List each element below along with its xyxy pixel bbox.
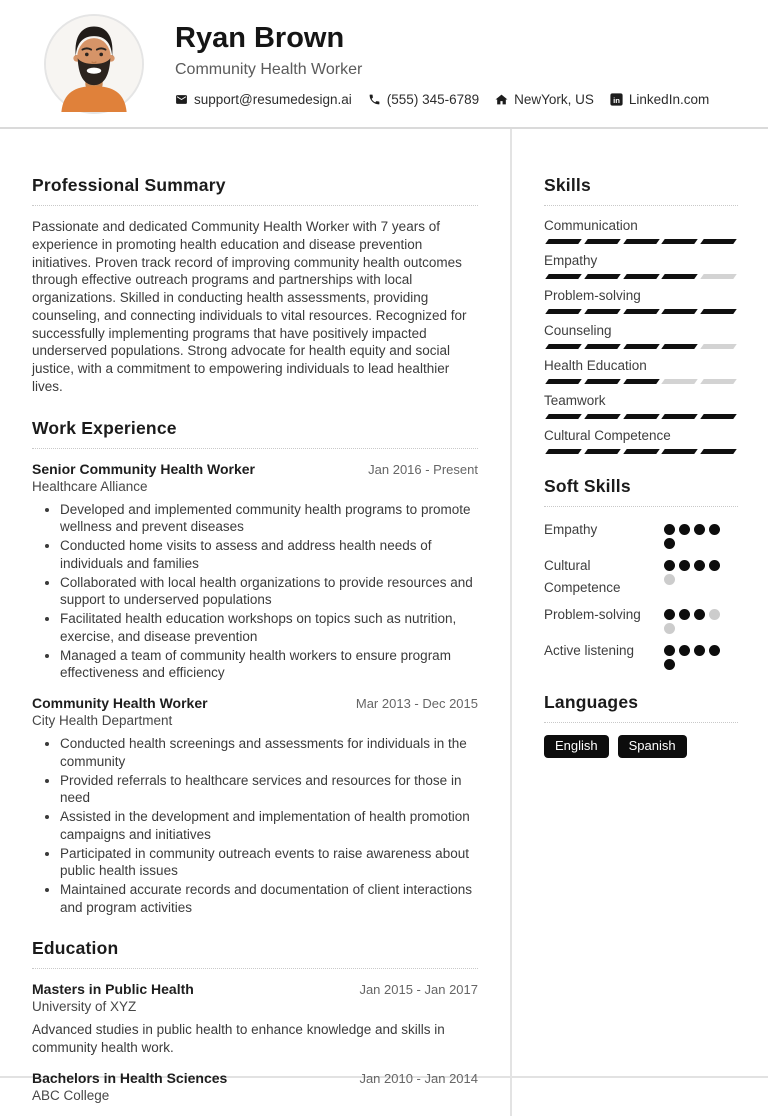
skill-bar-segment [700,309,736,314]
skill-bar-segment [700,344,736,349]
skill-row [544,393,738,419]
bullet-item: • Collaborated with local health organizations to provide resources and support to underserved populations [60,574,478,609]
skill-row [544,358,738,384]
soft-skill-rating [664,640,728,670]
rating-dot [679,560,690,571]
skill-bar-segment [623,309,659,314]
section-heading-soft-skills: Soft Skills [544,476,631,496]
entry-organization: ABC College [32,1087,110,1103]
rating-dot [709,524,720,535]
skill-level-bar [544,379,738,384]
skill-bar-segment [545,274,581,279]
skill-bar-segment [700,379,736,384]
resume-body [0,129,768,1116]
skill-bar-segment [623,239,659,244]
rating-dot [664,524,675,535]
skill-bar-segment [584,274,620,279]
skill-bar-segment [662,274,698,279]
soft-skill-row [544,555,738,598]
skill-bar-segment [662,344,698,349]
sidebar-column [510,129,768,1116]
rating-dot [664,609,675,620]
skill-level-bar [544,309,738,314]
entry-title: Bachelors in Health Sciences [32,1069,228,1086]
rating-dot [694,524,705,535]
skill-bar-segment [545,414,581,419]
bullet-item: • Developed and implemented community health programs to promote wellness and prevent diseases [60,501,478,536]
skill-bar-segment [700,274,736,279]
rating-dot [709,560,720,571]
skill-row [544,253,738,279]
resume-header [0,0,768,129]
skill-bar-segment [545,239,581,244]
entry-dates: Jan 2015 - Jan 2017 [359,982,478,998]
language-chip: English [544,735,609,758]
header-text [175,0,768,107]
skill-level-bar [544,414,738,419]
section-skills [544,175,738,454]
entry-dates: Jan 2016 - Present [368,461,478,477]
bullet-item: • Participated in community outreach events to raise awareness about public health issues [60,845,478,880]
skill-bar-segment [584,344,620,349]
soft-skill-name: Cultural Competence [544,558,621,595]
soft-skill-row [544,640,738,670]
rating-dot [679,645,690,656]
section-divider [544,506,738,507]
rating-dot [679,609,690,620]
section-work-experience [32,418,478,917]
contact-linkedin [610,92,709,107]
soft-skill-rating [664,519,728,549]
entry-organization: Healthcare Alliance [32,478,148,494]
rating-dot [664,659,675,670]
skill-bar-segment [700,414,736,419]
contact-email [175,92,352,107]
contact-location [495,92,594,107]
bullet-item: • Conducted health screenings and assessments for individuals in the community [60,735,478,770]
language-chip: Spanish [618,735,687,758]
skill-bar-segment [584,414,620,419]
contact-row [175,92,768,107]
rating-dot [664,560,675,571]
contact-phone-text: (555) 345-6789 [386,91,480,107]
skill-bar-segment [662,414,698,419]
section-heading-work: Work Experience [32,417,177,438]
rating-dot [679,524,690,535]
contact-email-text: support@resumedesign.ai [194,91,352,107]
skill-bar-segment [584,239,620,244]
skill-name: Empathy [544,253,598,268]
skill-bar-segment [623,274,659,279]
entry-header [32,981,478,997]
person-name: Ryan Brown [175,22,345,54]
home-icon [495,93,508,106]
rating-dot [694,645,705,656]
bullet-item: • Conducted home visits to assess and address health needs of individuals and families [60,537,478,572]
rating-dot [709,609,720,620]
soft-skill-name: Problem-solving [544,607,641,623]
rating-dot [664,538,675,549]
section-education [32,938,478,1102]
section-divider [32,448,478,449]
section-heading-skills: Skills [544,175,591,195]
section-heading-languages: Languages [544,692,639,713]
skill-bar-segment [623,379,659,384]
soft-skill-name: Active listening [544,643,635,659]
envelope-icon [175,93,188,106]
skill-bar-segment [700,239,736,244]
section-languages [544,692,738,758]
skill-bar-segment [623,344,659,349]
skill-level-bar [544,239,738,244]
svg-text:in: in [612,95,620,105]
soft-skill-rating [664,604,728,634]
main-column [0,129,510,1116]
section-professional-summary [32,175,478,396]
entry-bullets [32,735,478,916]
skill-name: Counseling [544,323,612,338]
skill-bar-segment [623,449,659,454]
contact-location-text: NewYork, US [514,91,594,107]
skill-bar-segment [584,379,620,384]
entry-dates: Mar 2013 - Dec 2015 [355,695,478,711]
entry-title: Masters in Public Health [32,981,194,998]
entry-organization: University of XYZ [32,999,137,1015]
linkedin-icon [610,93,623,106]
entry-header [32,461,478,477]
entry-bullets [32,501,478,682]
education-entries [32,981,478,1102]
skill-bar-segment [545,379,581,384]
soft-skill-row [544,519,738,549]
section-heading-education: Education [32,938,119,959]
skill-level-bar [544,344,738,349]
entry-dates: Jan 2010 - Jan 2014 [359,1070,478,1086]
contact-phone [368,92,479,107]
entry-organization: City Health Department [32,712,173,728]
section-divider [544,205,738,206]
skill-bar-segment [584,449,620,454]
profile-photo [44,14,144,114]
skill-level-bar [544,274,738,279]
section-divider [32,968,478,969]
rating-dot [664,645,675,656]
skill-bar-segment [623,414,659,419]
skill-name: Cultural Competence [544,428,671,443]
contact-linkedin-text: LinkedIn.com [628,91,710,107]
entry-title: Community Health Worker [32,694,208,711]
skill-name: Teamwork [544,393,606,408]
section-divider [544,722,738,723]
bullet-item: • Provided referrals to healthcare services and resources for those in need [60,772,478,807]
resume-entry [32,1070,478,1103]
summary-text: Passionate and dedicated Community Health Worker with 7 years of experience in promoting health education and disease prevention initiatives. Proven track record of improving community health outcomes through effective outreach programs and partnerships with local organizations. Skilled in conducting health assessments, providing counseling, and connecting individuals to vital resources. Recognized for successfully implementing programs that have positively impacted underserved populations. Strong advocate for health equity and social justice, with a commitment to empowering individuals to lead healthier lives. [32,219,467,394]
language-chip-list [544,735,738,758]
soft-skill-name: Empathy [544,522,598,537]
skill-row [544,428,738,454]
entry-header [32,1070,478,1086]
bullet-item: • Facilitated health education workshops on topics such as nutrition, exercise, and disease prevention [60,610,478,645]
phone-icon [368,93,381,106]
soft-skill-row [544,604,738,634]
skill-row [544,288,738,314]
skill-bar-segment [584,309,620,314]
skill-name: Problem-solving [544,288,641,303]
soft-skill-rating [664,555,728,598]
avatar-illustration [46,16,142,112]
work-entries [32,461,478,917]
skill-bar-segment [545,344,581,349]
section-heading-summary: Professional Summary [32,175,226,195]
skill-bar-segment [700,449,736,454]
entry-title: Senior Community Health Worker [32,460,256,477]
skill-list [544,218,738,454]
entry-description: Advanced studies in public health to enhance knowledge and skills in community health work. [32,1022,445,1055]
entry-header [32,695,478,711]
skill-bar-segment [662,309,698,314]
skill-row [544,323,738,349]
section-soft-skills [544,476,738,670]
skill-bar-segment [662,239,698,244]
skill-bar-segment [662,379,698,384]
rating-dot [664,574,675,585]
skill-bar-segment [545,449,581,454]
section-divider [32,205,478,206]
rating-dot [694,609,705,620]
bullet-item: • Assisted in the development and implementation of health promotion campaigns and initiatives [60,808,478,843]
bullet-item: • Managed a team of community health workers to ensure program effectiveness and efficiency [60,647,478,682]
resume-entry [32,461,478,682]
skill-name: Communication [544,218,638,233]
skill-name: Health Education [544,358,647,373]
skill-bar-segment [662,449,698,454]
resume-entry [32,695,478,916]
rating-dot [694,560,705,571]
skill-row [544,218,738,244]
person-job-title: Community Health Worker [175,60,363,78]
resume-entry [32,981,478,1056]
soft-skill-list [544,519,738,670]
skill-level-bar [544,449,738,454]
rating-dot [709,645,720,656]
rating-dot [664,623,675,634]
bullet-item: • Maintained accurate records and documentation of client interactions and program activities [60,881,478,916]
skill-bar-segment [545,309,581,314]
